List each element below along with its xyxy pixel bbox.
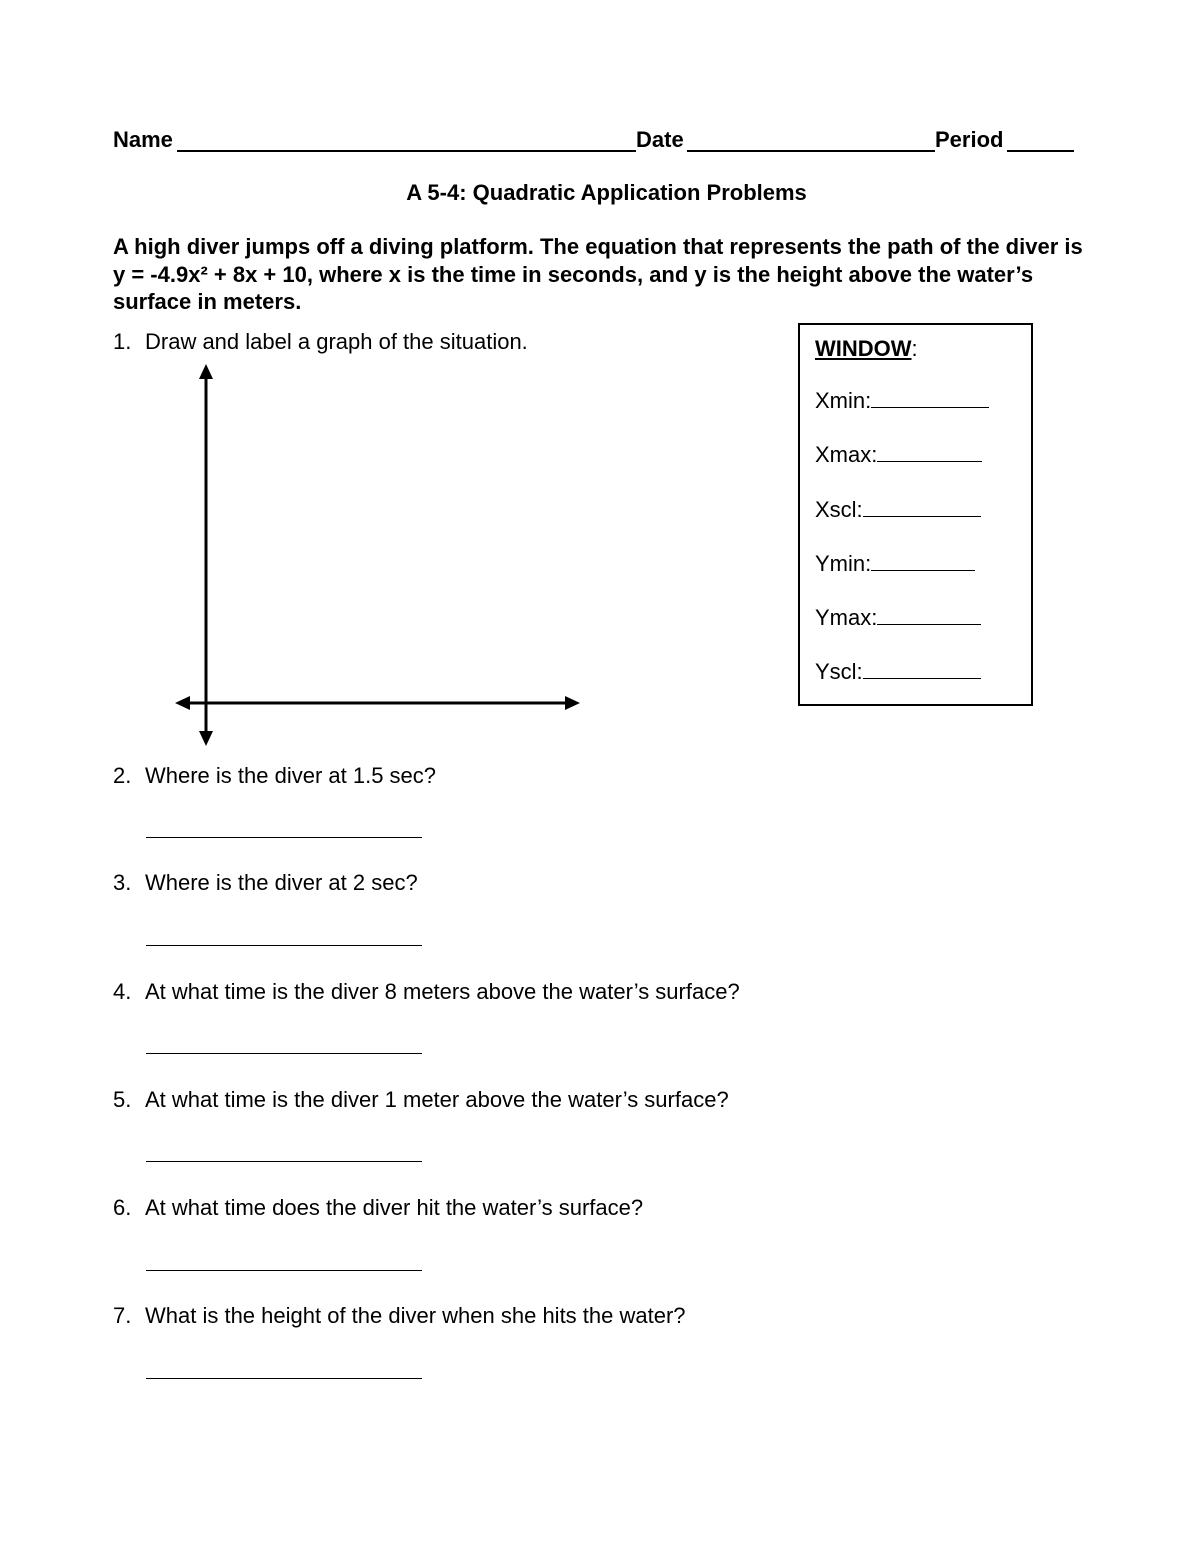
question-2: 2. Where is the diver at 1.5 sec?: [113, 763, 437, 788]
answer-line-5[interactable]: [146, 1161, 422, 1162]
window-title: WINDOW:: [815, 336, 918, 361]
window-settings-box: [798, 323, 1033, 706]
y-axis-down-arrow: [199, 731, 213, 746]
question-text: At what time is the diver 1 meter above the water’s surface?: [145, 1087, 729, 1112]
question-text: At what time does the diver hit the water’s surface?: [145, 1195, 644, 1220]
xmax-row[interactable]: Xmax:: [815, 442, 982, 468]
answer-line-3[interactable]: [146, 945, 422, 946]
question-6: 6. At what time does the diver hit the water’s surface?: [113, 1195, 644, 1220]
question-3: 3. Where is the diver at 2 sec?: [113, 870, 418, 895]
question-text: Where is the diver at 2 sec?: [145, 870, 418, 895]
xmin-row[interactable]: Xmin:: [815, 388, 989, 414]
ymax-row[interactable]: Ymax:: [815, 605, 981, 631]
question-text: What is the height of the diver when she hits the water?: [145, 1303, 686, 1328]
question-5: 5. At what time is the diver 1 meter above the water’s surface?: [113, 1087, 729, 1112]
answer-line-7[interactable]: [146, 1378, 422, 1379]
question-number: 1.: [113, 329, 132, 354]
answer-line-6[interactable]: [146, 1270, 422, 1271]
question-4: 4. At what time is the diver 8 meters above the water’s surface?: [113, 979, 740, 1004]
question-7: 7. What is the height of the diver when she hits the water?: [113, 1303, 686, 1328]
name-label: Name: [113, 127, 173, 152]
x-axis-right-arrow: [565, 696, 580, 710]
yscl-row[interactable]: Yscl:: [815, 659, 981, 685]
problem-statement: A high diver jumps off a diving platform. The equation that represents the path of the diver is y = -4.9x² + 8x + 10, where x is the time in seconds, and y is the height above the water’s surface in meters.: [113, 234, 1083, 314]
ymin-row[interactable]: Ymin:: [815, 551, 975, 577]
period-label: Period: [935, 127, 1004, 152]
answer-line-2[interactable]: [146, 837, 422, 838]
answer-line-4[interactable]: [146, 1053, 422, 1054]
y-axis-up-arrow: [199, 364, 213, 379]
question-text: At what time is the diver 8 meters above the water’s surface?: [145, 979, 740, 1004]
x-axis-left-arrow: [175, 696, 190, 710]
worksheet-title: A 5-4: Quadratic Application Problems: [406, 180, 807, 205]
xscl-row[interactable]: Xscl:: [815, 497, 981, 523]
date-label: Date: [636, 127, 684, 152]
question-text: Where is the diver at 1.5 sec?: [145, 763, 437, 788]
question-text: Draw and label a graph of the situation.: [145, 329, 528, 354]
